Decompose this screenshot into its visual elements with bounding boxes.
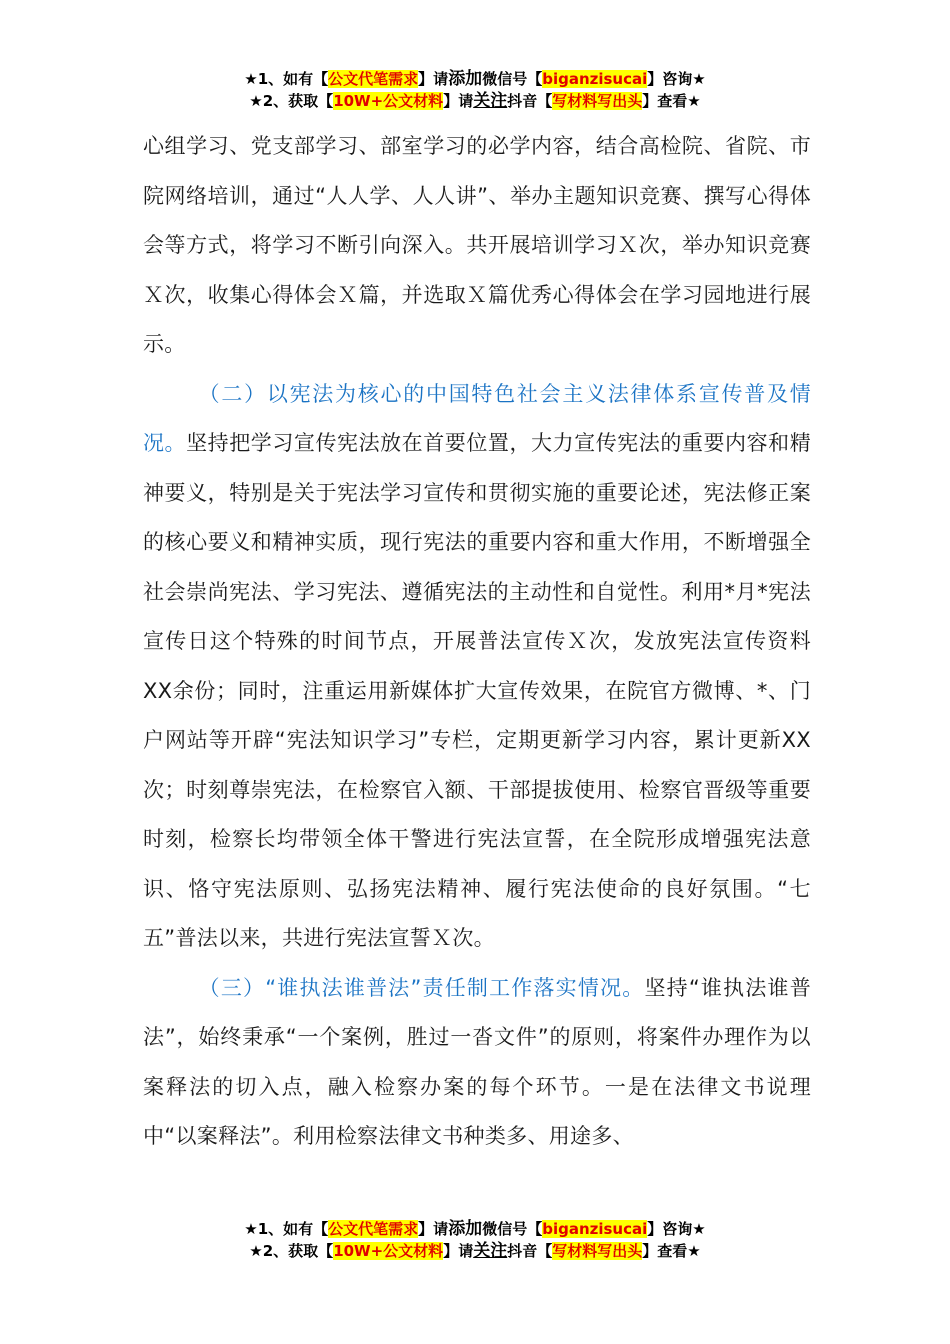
highlight-wechat-id: biganzisucai [542, 1220, 648, 1238]
highlight-wechat-id: biganzisucai [542, 70, 648, 88]
banner-emphasis: 添加 [448, 69, 483, 89]
paragraph-1: 心组学习、党支部学习、部室学习的必学内容，结合高检院、省院、市院网络培训，通过“人人学、人人讲”、举办主题知识竞赛、撰写心得体会等方式，将学习不断引向深入。共开展培训学习Ｘ次，举办知识竞赛Ｘ次，收集心得体会Ｘ篇，并选取Ｘ篇优秀心得体会在学习园地进行展示。 [143, 134, 811, 356]
highlight-service: 公文代笔需求 [328, 1220, 419, 1238]
banner-text: ★1、如有【 [244, 1220, 329, 1238]
banner-text: ★2、获取【 [249, 1242, 334, 1260]
paragraph-section-2 [143, 370, 811, 964]
banner-text: 】查看★ [642, 92, 701, 110]
section-2-body: 坚持把学习宣传宪法放在首要位置，大力宣传宪法的重要内容和精神要义，特别是关于宪法学习宣传和贯彻实施的重要论述，宪法修正案的核心要义和精神实质，现行宪法的重要内容和重大作用，不断增强全社会崇尚宪法、学习宪法、遵循宪法的主动性和自觉性。利用*月*宪法宣传日这个特殊的时间节点，开展普法宣传Ｘ次，发放宪法宣传资料XX余份；同时，注重运用新媒体扩大宣传效果，在院官方微博、*、门户网站等开辟“宪法知识学习”专栏，定期更新学习内容，累计更新XX次；时刻尊崇宪法，在检察官入额、干部提拔使用、检察官晋级等重要时刻，检察长均带领全体干警进行宪法宣誓，在全院形成增强宪法意识、恪守宪法原则、弘扬宪法精神、履行宪法使命的良好氛围。“七五”普法以来，共进行宪法宣誓Ｘ次。 [143, 431, 811, 950]
banner-text: 抖音【 [507, 92, 553, 110]
banner-text: ★1、如有【 [244, 70, 329, 88]
paragraph-section-3 [143, 964, 811, 1162]
banner-text: 】请 [443, 92, 474, 110]
banner-emphasis: 添加 [448, 1219, 483, 1239]
highlight-douyin-id: 写材料写出头 [552, 92, 643, 110]
banner-text: 】请 [418, 1220, 449, 1238]
banner-text: 抖音【 [507, 1242, 553, 1260]
banner-emphasis: 关注 [473, 1241, 508, 1261]
banner-text: 】请 [418, 70, 449, 88]
highlight-materials: 10W+公文材料 [333, 1242, 444, 1260]
banner-line-1 [0, 68, 950, 90]
header-banner [0, 68, 950, 112]
document-body [143, 122, 811, 1162]
banner-text: 微信号【 [482, 70, 543, 88]
banner-line-2 [0, 1240, 950, 1262]
section-3-body: 坚持“谁执法谁普法”，始终秉承“一个案例，胜过一沓文件”的原则，将案件办理作为以案释法的切入点，融入检察办案的每个环节。一是在法律文书说理中“以案释法”。利用检察法律文书种类多、用途多、 [143, 975, 812, 1148]
banner-text: 微信号【 [482, 1220, 543, 1238]
banner-line-2 [0, 90, 950, 112]
highlight-materials: 10W+公文材料 [333, 92, 444, 110]
banner-line-1 [0, 1218, 950, 1240]
section-2-heading: （二）以宪法为核心的中国特色社会主义法律体系宣传普及情况。 [143, 381, 811, 455]
banner-text: 】咨询★ [647, 70, 706, 88]
highlight-douyin-id: 写材料写出头 [552, 1242, 643, 1260]
section-3-heading: （三）“谁执法谁普法”责任制工作落实情况。 [198, 975, 645, 1000]
banner-text: 】请 [443, 1242, 474, 1260]
banner-text: 】咨询★ [647, 1220, 706, 1238]
banner-emphasis: 关注 [473, 91, 508, 111]
highlight-service: 公文代笔需求 [328, 70, 419, 88]
banner-text: ★2、获取【 [249, 92, 334, 110]
footer-banner [0, 1218, 950, 1262]
banner-text: 】查看★ [642, 1242, 701, 1260]
